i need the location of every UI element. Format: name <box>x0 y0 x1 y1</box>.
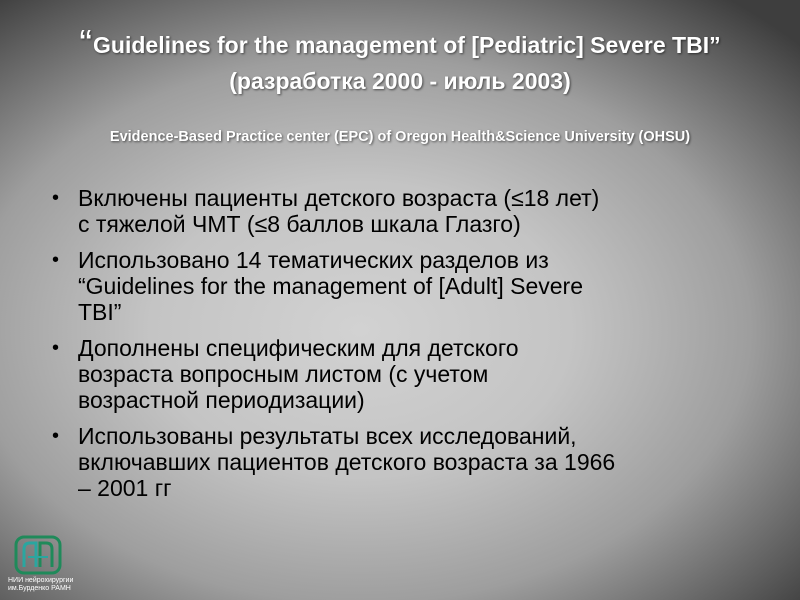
bullet-item <box>52 423 772 501</box>
bullet-item <box>52 335 772 413</box>
bullet-marker: • <box>52 187 60 209</box>
title-line-2: (разработка 2000 - июль 2003) <box>229 68 571 94</box>
institute-logo <box>8 535 78 595</box>
title-line-1 <box>20 23 780 65</box>
bullet-line: включавших пациентов детского возраста за 1966 <box>78 449 616 475</box>
bullet-marker: • <box>52 337 60 359</box>
bullet-line: “Guidelines for the management of [Adult] Severe <box>78 273 584 299</box>
bullet-line: Использовано 14 тематических разделов из <box>78 247 549 273</box>
bullet-line: Использованы результаты всех исследований, <box>78 423 577 449</box>
bullet-item <box>52 247 772 325</box>
bullet-item <box>52 185 772 237</box>
bullet-line: – 2001 гг <box>78 475 172 501</box>
slide-subtitle: Evidence-Based Practice center (EPC) of Oregon Health&Science University (OHSU) <box>109 129 691 145</box>
bullet-line: Дополнены специфическим для детского <box>78 335 519 361</box>
bullet-line: возрастной периодизации) <box>78 387 365 413</box>
bullet-line: возраста вопросным листом (с учетом <box>78 361 489 387</box>
bullet-list <box>52 185 772 511</box>
logo-caption <box>8 577 86 593</box>
bullet-line: с тяжелой ЧМТ (≤8 баллов шкала Глазго) <box>78 211 521 237</box>
bullet-line: Включены пациенты детского возраста (≤18 лет) <box>78 185 600 211</box>
slide-title <box>20 23 780 99</box>
logo-caption-line-2: им.Бурденко РАМН <box>8 585 71 592</box>
bullet-line: TBI” <box>78 299 122 325</box>
logo-caption-line-1: НИИ нейрохирургии <box>8 577 74 584</box>
title-line-1-text: Guidelines for the management of [Pediatric] Severe TBI” <box>93 32 721 58</box>
institute-logo-icon <box>14 535 62 575</box>
title-open-quote: “ <box>79 23 93 65</box>
bullet-marker: • <box>52 249 60 271</box>
bullet-marker: • <box>52 425 60 447</box>
